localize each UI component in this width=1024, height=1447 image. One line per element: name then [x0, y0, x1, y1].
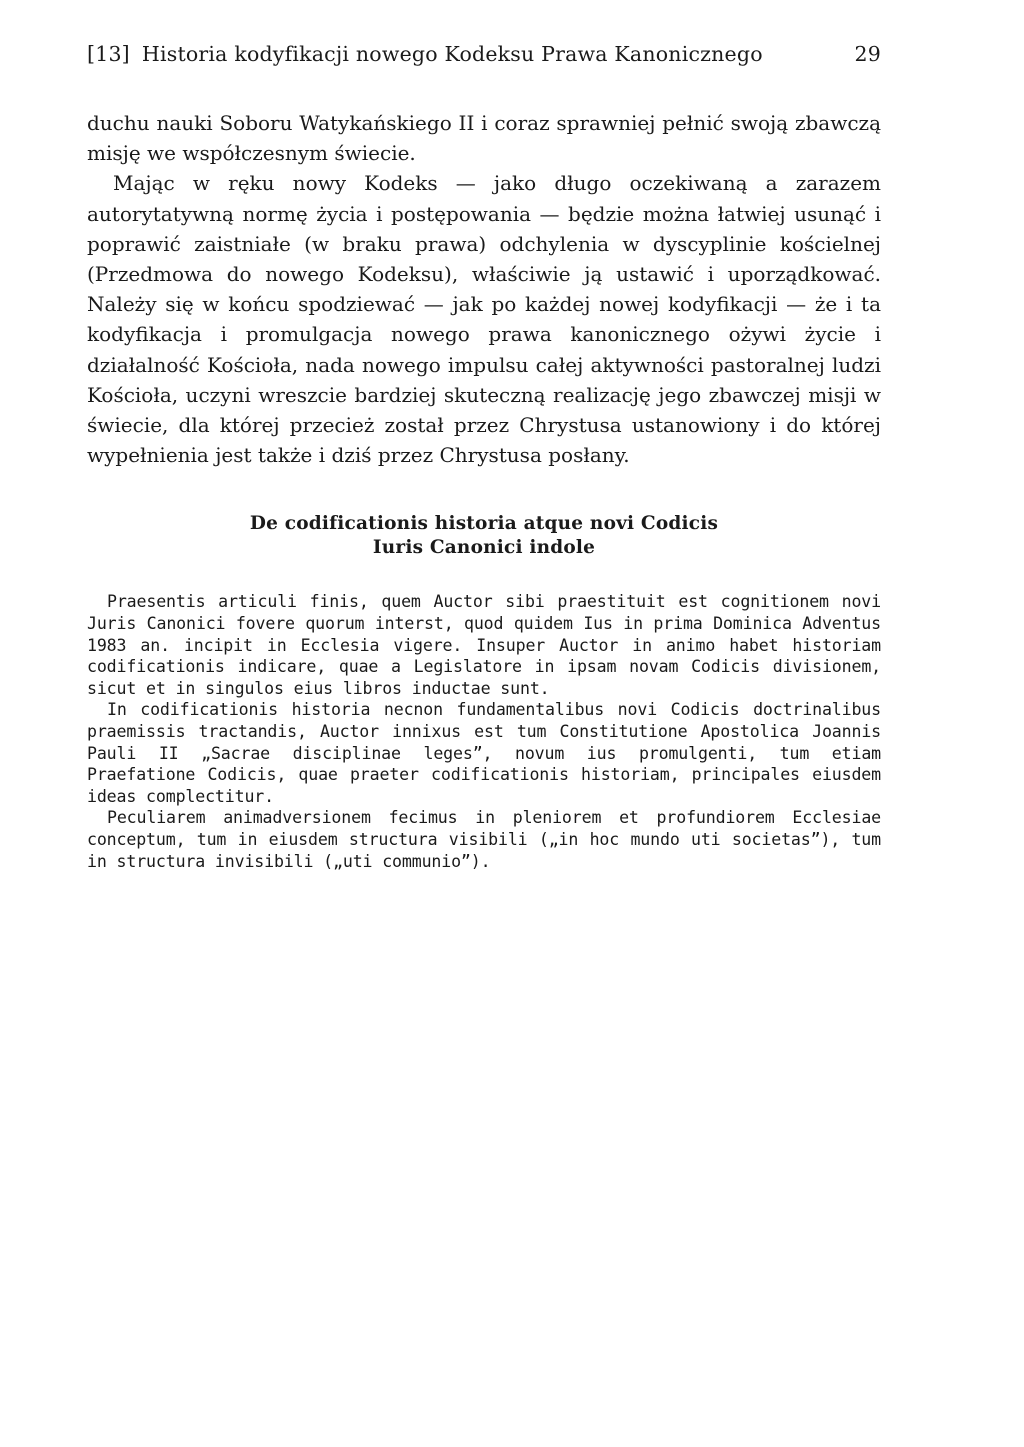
summary-heading-line-1: De codificationis historia atque novi Codicis: [249, 513, 719, 535]
main-text: [87, 108, 881, 470]
summary-paragraph: Praesentis articuli finis, quem Auctor sibi praestituit est cognitionem novi Juris Canonici fovere quorum interst, quod quidem Ius in prima Dominica Adventus 1983 an. incipit in Ecclesia vigere. Insuper Auctor in animo habet historiam codificationis indicare, quae a Legislatore in ipsam novam Codicis divisionem, sicut et in singulos eius libros inductae sunt.: [87, 592, 881, 698]
body-paragraph-continued: duchu nauki Soboru Watykańskiego II i coraz sprawniej pełnić swoją zbawczą misję we współczesnym świecie.: [87, 111, 881, 166]
summary-paragraph: In codificationis historia necnon fundamentalibus novi Codicis doctrinalibus praemissis tractandis, Auctor innixus est tum Constitutione Apostolica Joannis Pauli II „Sacrae disciplinae leges”, novum ius promulgenti, tum etiam Praefatione Codicis, quae praeter codificationis historiam, principales eiusdem ideas complectitur.: [87, 700, 881, 806]
summary-heading: [87, 512, 881, 560]
running-header-left: [87, 40, 763, 68]
running-title: Historia kodyfikacji nowego Kodeksu Prawa Kanonicznego: [141, 42, 763, 66]
latin-summary: [87, 591, 881, 872]
summary-paragraph: Peculiarem animadversionem fecimus in pleniorem et profundiorem Ecclesiae conceptum, tum in eiusdem structura visibili („in hoc mundo uti societas”), tum in structura invisibili („uti communio”).: [87, 808, 881, 871]
body-paragraph: Mając w ręku nowy Kodeks — jako długo oczekiwaną a zarazem autorytatywną normę życia i postępowania — będzie można łatwiej usunąć i poprawić zaistniałe (w braku prawa) odchylenia w dyscyplinie kościelnej (Przedmowa do nowego Kodeksu), właściwie ją ustawić i uporządkować. Należy się w końcu spodziewać — jak po każdej nowej kodyfikacji — że i ta kodyfikacja i promulgacja nowego prawa kanonicznego ożywi życie i działalność Kościoła, nada nowego impulsu całej aktywności pastoralnej ludzi Kościoła, uczyni wreszcie bardziej skuteczną realizację jego zbawczej misji w świecie, dla której przecież został przez Chrystusa ustanowiony i do której wypełnienia jest także i dziś przez Chrystusa posłany.: [87, 171, 881, 468]
running-header: [87, 40, 881, 68]
document-page: [87, 40, 881, 872]
section-number: [13]: [87, 42, 130, 66]
summary-heading-line-2: Iuris Canonici indole: [372, 537, 596, 559]
page-number: 29: [854, 42, 881, 66]
